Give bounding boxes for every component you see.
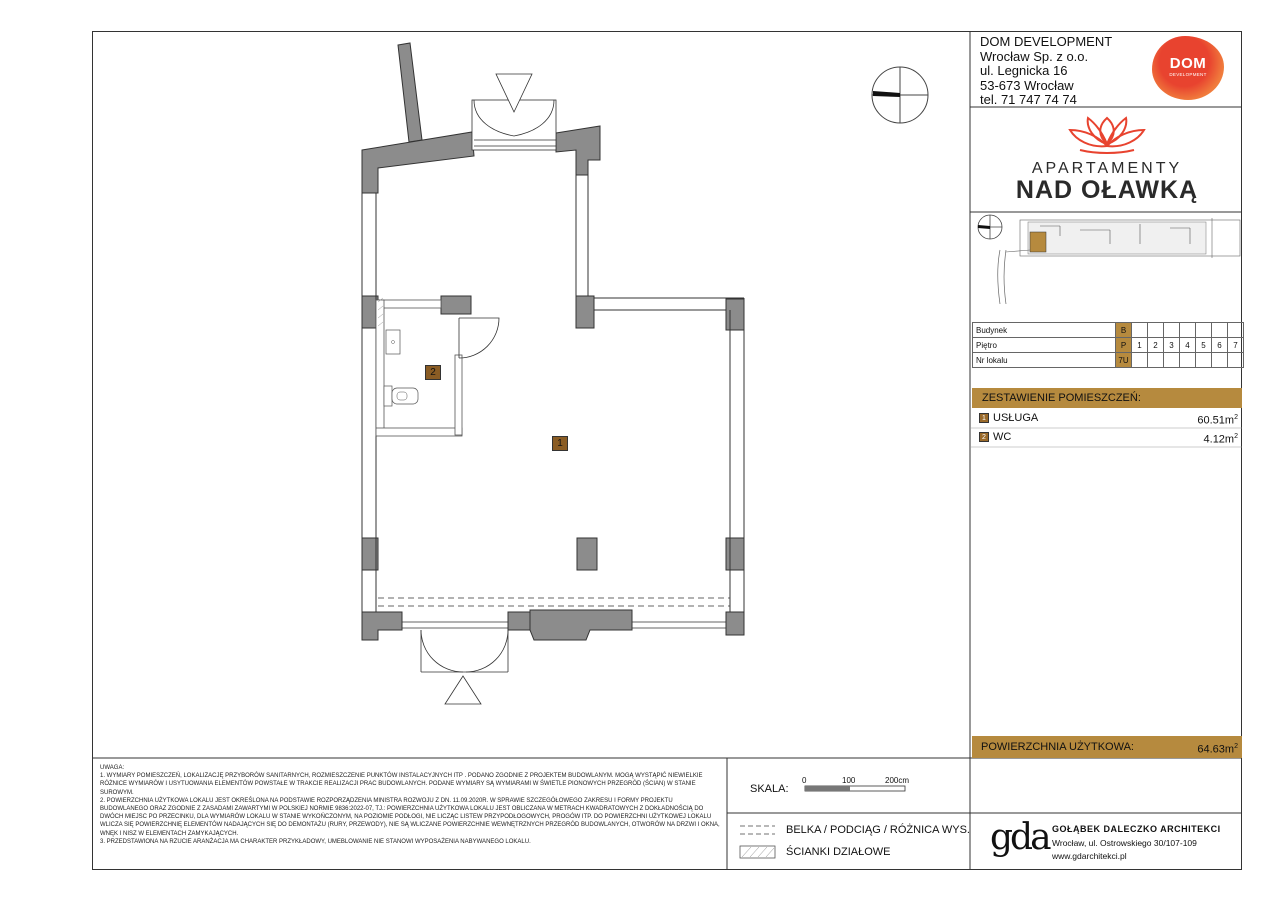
cell (1228, 353, 1244, 368)
architect-logo: gda (990, 817, 1049, 858)
dom-development-logo (1152, 36, 1224, 100)
cell (1180, 353, 1196, 368)
key-plan-map (978, 215, 1240, 304)
company-phone: tel. 71 747 74 74 (980, 92, 1077, 107)
row-floor (973, 338, 1244, 353)
cell (1180, 323, 1196, 338)
row-unit (973, 353, 1244, 368)
room-row (972, 408, 1242, 428)
legend-partition: ŚCIANKI DZIAŁOWE (786, 846, 891, 858)
cell (1148, 353, 1164, 368)
cell: 7U (1116, 353, 1132, 368)
room-number: 1 (979, 413, 989, 423)
cell (1148, 323, 1164, 338)
brand-line-1: APARTAMENTY (1031, 160, 1183, 177)
cell (1132, 353, 1148, 368)
brand-line-2: NAD OŁAWKĄ (1015, 176, 1199, 204)
company-city: 53-673 Wrocław (980, 77, 1074, 93)
notes-block (100, 764, 720, 846)
architect-address: Wrocław, ul. Ostrowskiego 30/107-109 (1052, 838, 1197, 848)
lotus-logo-icon (1070, 118, 1144, 153)
scale-label: SKALA: (750, 783, 789, 795)
north-arrow-icon (872, 67, 928, 123)
note-item: 1. WYMIARY POMIESZCZEŃ, LOKALIZACJĘ PRZYBORÓW SANITARNYCH, ROZMIESZCZENIE PUNKTÓW INSTALACYJNYCH ITP . PODANO ZGODNIE Z PROJEKTEM BUDOWLANYM. MOGĄ WYSTĄPIĆ NIEWIELKIE RÓŻNICE WYMIARÓW I USYTUOWANIA ELEMENTÓW POWSTAŁE W TRAKCIE REALIZACJI PRAC BUDOWLANYCH. PODANE WYMIARY SĄ WYMIARAMI W ŚWIETLE PIONOWYCH PRZEGRÓD (ŚCIAN) W STANIE SUROWYM. (100, 773, 703, 796)
label-building: Budynek (973, 323, 1116, 338)
total-area-bar (972, 736, 1242, 758)
legend-beam: BELKA / PODCIĄG / RÓŻNICA WYS. (786, 824, 970, 836)
row-building (973, 323, 1244, 338)
cell: P (1116, 338, 1132, 353)
company-legal: Wrocław Sp. z o.o. (980, 48, 1089, 64)
cell (1164, 323, 1180, 338)
wall-lines (362, 160, 744, 612)
cell: 4 (1180, 338, 1196, 353)
note-item: 2. POWIERZCHNIA UŻYTKOWA LOKALU JEST OKREŚLONA NA PODSTAWIE ROZPORZĄDZENIA MINISTRA ROZWOJU Z DN. 11.09.2020R. W SPRAWIE SZCZEGÓŁOWEGO ZAKRESU I FORMY PROJEKTU BUDOWLANEGO ORAZ ZGODNIE Z ZASADAMI ZAWARTYMI W POLSKIEJ NORMIE 9836:2022-07, TJ.: POWIERZCHNIA UŻYTKOWA LOKALU JEST OBLICZANA W METRACH KWADRATOWYCH Z DOKŁADNOŚCIĄ DO DWÓCH MIEJSC PO PRZECINKU, DLA WYMIARÓW LOKALU W STANIE WYKOŃCZONYM, NA POZIOMIE PODŁOGI, NIE LICZĄC LISTEW PRZYPODŁOGOWYCH, PROGÓW ITP. DO POWIERZCHNI UŻYTKOWEJ LOKALU WLICZA SIĘ POWIERZCHNIĘ ELEMENTÓW NADAJĄCYCH SIĘ DO DEMONTAŻU (RURY, PRZEWODY), NIE SĄ WLICZANE POWIERZCHNIE WEWNĘTRZNYCH PRZEGRÓD BUDOWLANYCH, OTWORÓW NA DRZWI I OKNA, WNĘK I NISZ W ELEMENTACH ZAMYKAJĄCYCH. (100, 797, 720, 837)
wc-partition (376, 298, 462, 436)
cell: 7 (1228, 338, 1244, 353)
dom-logo-sub: DEVELOPMENT (1169, 72, 1207, 77)
room-area: $60.51m^2$ (1197, 414, 1238, 427)
room-row (972, 427, 1242, 447)
total-area-value: $64.63m^2$ (1197, 743, 1238, 756)
architect-name: GOŁĄBEK DALECZKO ARCHITEKCI (1052, 824, 1221, 834)
cell (1228, 323, 1244, 338)
cell: 1 (1132, 338, 1148, 353)
cell: 6 (1212, 338, 1228, 353)
cell (1164, 353, 1180, 368)
unit-info-table (972, 322, 1244, 368)
room-name: USŁUGA (993, 412, 1039, 424)
cell: 3 (1164, 338, 1180, 353)
room-tag-wc: 2 (425, 365, 441, 380)
notes-title: UWAGA: (100, 765, 125, 771)
cell (1132, 323, 1148, 338)
cell (1212, 353, 1228, 368)
dom-logo-main: DOM (1169, 55, 1207, 72)
top-balcony-door (472, 74, 556, 150)
cell (1196, 323, 1212, 338)
rooms-header: ZESTAWIENIE POMIESZCZEŃ: (972, 388, 1242, 408)
room-number: 2 (979, 432, 989, 442)
scale-tick: 200cm (885, 776, 910, 785)
cell: B (1116, 323, 1132, 338)
note-item: 3. PRZEDSTAWIONA NA RZUCIE ARANŻACJA MA CHARAKTER PRZYKŁADOWY, UMEBLOWANIE NIE STANOWI WYPOSAŻENIA NABYWANEGO LOKALU. (100, 838, 531, 845)
cell: 5 (1196, 338, 1212, 353)
cell (1196, 353, 1212, 368)
partition-legend-swatch (740, 846, 775, 858)
cell (1212, 323, 1228, 338)
developer-address (980, 35, 1112, 108)
scale-tick: 100 (842, 776, 856, 785)
company-street: ul. Legnicka 16 (980, 63, 1068, 78)
company-name: DOM DEVELOPMENT (980, 34, 1113, 49)
room-tag-service: 1 (552, 436, 568, 451)
cell: 2 (1148, 338, 1164, 353)
room-name: WC (993, 431, 1012, 443)
room-area: $4.12m^2$ (1203, 433, 1238, 446)
label-floor: Piętro (973, 338, 1116, 353)
scale-tick: 0 (802, 776, 807, 785)
entrance-door (421, 630, 508, 704)
architect-www: www.gdarchitekci.pl (1052, 851, 1127, 861)
label-unit: Nr lokalu (973, 353, 1116, 368)
total-area-label: POWIERZCHNIA UŻYTKOWA: (981, 741, 1134, 753)
